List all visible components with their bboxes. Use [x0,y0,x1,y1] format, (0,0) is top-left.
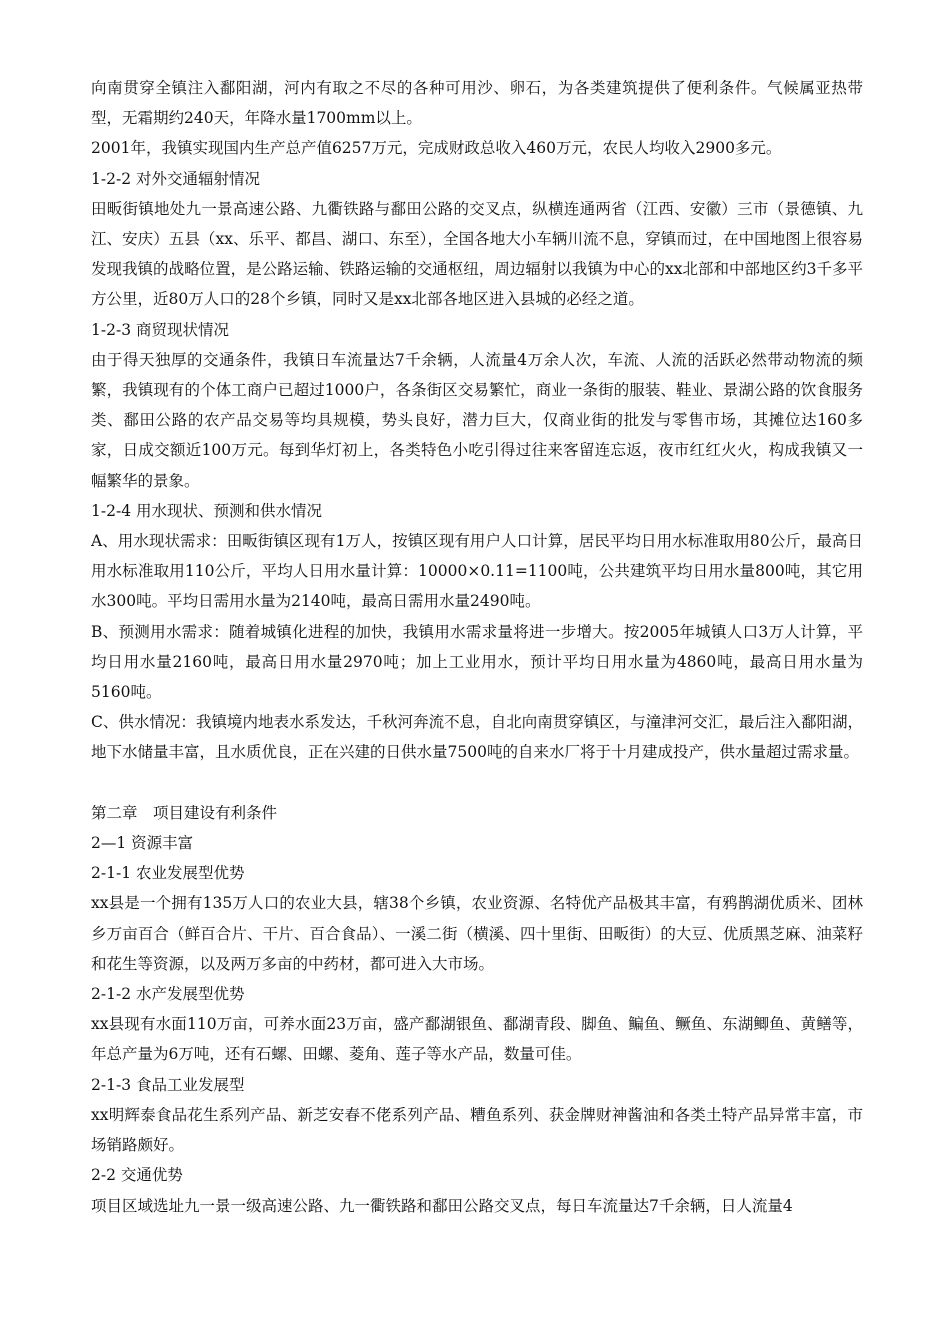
section-heading: 1-2-4 用水现状、预测和供水情况 [91,501,322,520]
body-paragraph: 向南贯穿全镇注入鄱阳湖，河内有取之不尽的各种可用沙、卵石，为各类建筑提供了便利条件。气候属亚热带型，无霜期约240天，年降水量1700mm以上。 [91,79,863,128]
section-heading: 2-1-2 水产发展型优势 [91,985,245,1004]
section-heading: 1-2-2 对外交通辐射情况 [91,169,260,188]
section-heading: 1-2-3 商贸现状情况 [91,320,229,339]
body-paragraph: xx明辉泰食品花生系列产品、新芝安春不佬系列产品、糟鱼系列、获金牌财神酱油和各类土特产品异常丰富，市场销路颇好。 [91,1105,863,1155]
section-heading: 2—1 资源丰富 [91,834,194,853]
body-paragraph: xx县是一个拥有135万人口的农业大县，辖38个乡镇，农业资源、名特优产品极其丰富，有鸦鹊湖优质米、团林乡万亩百合（鲜百合片、干片、百合食品）、一溪二街（横溪、四十里街、田畈街）的大豆、优质黑芝麻、油菜籽和花生等资源，以及两万多亩的中药材，都可进入大市场。 [91,894,863,973]
body-paragraph: B、预测用水需求：随着城镇化进程的加快，我镇用水需求量将进一步增大。按2005年城镇人口3万人计算，平均日用水量2160吨，最高日用水量2970吨；加上工业用水，预计平均日用水量为4860吨，最高日用水量为5160吨。 [91,622,863,702]
section-heading: 2-2 交通优势 [91,1166,183,1185]
body-paragraph: 2001年，我镇实现国内生产总产值6257万元，完成财政总收入460万元，农民人均收入2900多元。 [91,139,782,158]
body-paragraph: 项目区域选址九一景一级高速公路、九一衢铁路和鄱田公路交叉点，每日车流量达7千余辆，日人流量4 [91,1196,793,1215]
body-paragraph: xx县现有水面110万亩，可养水面23万亩，盛产鄱湖银鱼、鄱湖青段、脚鱼、鳊鱼、鳜鱼、东湖鲫鱼、黄鳝等，年总产量为6万吨，还有石螺、田螺、菱角、莲子等水产品，数量可佳。 [91,1015,863,1064]
document-body [91,73,863,1221]
body-paragraph: 由于得天独厚的交通条件，我镇日车流量达7千余辆，人流量4万余人次，车流、人流的活跃必然带动物流的频繁，我镇现有的个体工商户已超过1000户，各条街区交易繁忙，商业一条街的服装、鞋业、景湖公路的饮食服务类、鄱田公路的农产品交易等均具规模，势头良好，潜力巨大，仅商业街的批发与零售市场，其摊位达160多家，日成交额近100万元。每到华灯初上，各类特色小吃引得过往来客留连忘返，夜市红红火火，构成我镇又一幅繁华的景象。 [91,350,863,490]
body-paragraph: C、供水情况：我镇境内地表水系发达，千秋河奔流不息，自北向南贯穿镇区，与潼津河交汇，最后注入鄱阳湖，地下水储量丰富，且水质优良，正在兴建的日供水量7500吨的自来水厂将于十月建成投产，供水量超过需求量。 [91,713,863,762]
section-heading: 2-1-3 食品工业发展型 [91,1075,245,1094]
body-paragraph: 田畈街镇地处九一景高速公路、九衢铁路与鄱田公路的交叉点，纵横连通两省（江西、安徽）三市（景德镇、九江、安庆）五县（xx、乐平、都昌、湖口、东至），全国各地大小车辆川流不息，穿镇而过，在中国地图上很容易发现我镇的战略位置，是公路运输、铁路运输的交通枢纽，周边辐射以我镇为中心的xx北部和中部地区约3千多平方公里，近80万人口的28个乡镇，同时又是xx北部各地区进入县城的必经之道。 [91,199,863,309]
section-heading: 2-1-1 农业发展型优势 [91,864,245,883]
chapter-title: 第二章 项目建设有利条件 [91,803,278,822]
body-paragraph: A、用水现状需求：田畈街镇区现有1万人，按镇区现有用户人口计算，居民平均日用水标准取用80公斤，最高日用水标准取用110公斤，平均人日用水量计算：10000×0.11=1100吨，公共建筑平均日用水量800吨，其它用水300吨。平均日需用水量为2140吨，最高日需用水量2490吨。 [91,532,863,611]
